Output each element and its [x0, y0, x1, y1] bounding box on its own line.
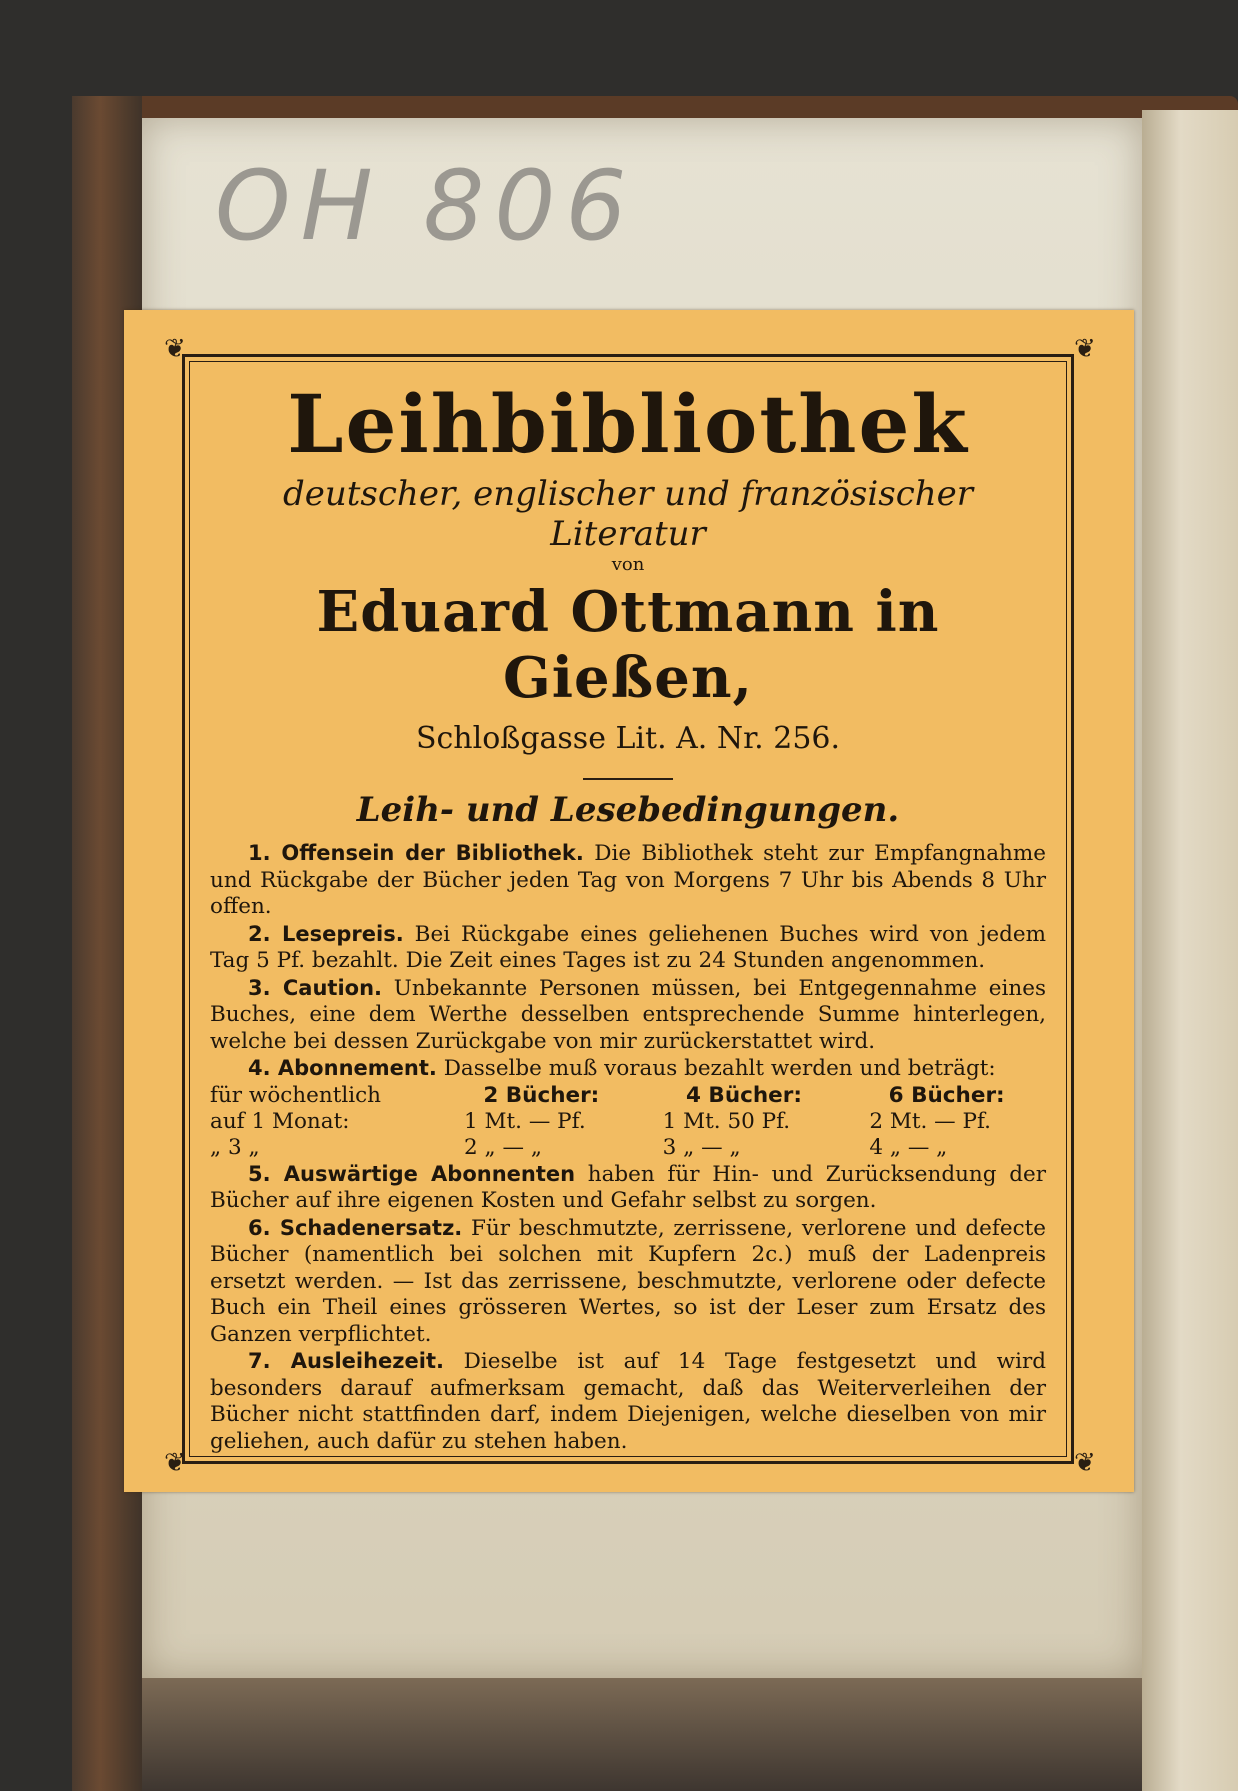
owner-name: Eduard Ottmann in Gießen,	[316, 579, 940, 711]
table-cell: 1 Mt. — Pf.	[464, 1108, 586, 1134]
label-title: Leihbibliothek	[287, 377, 969, 471]
corner-ornament-icon: ❦	[164, 1448, 186, 1478]
label-subtitle: deutscher, englischer und französischer Literatur	[282, 474, 974, 554]
table-cell: 4 „ — „	[869, 1134, 948, 1160]
rule-item: 3. Caution. Unbekannte Personen müssen, bei Entgegennahme eines Buches, eine dem Werthe desselben entsprechende Summe hinterlegen, welche bei dessen Zurückgabe von mir zurückerstattet wird.	[210, 975, 1046, 1054]
subscription-table	[210, 1083, 1046, 1161]
shelfmark-handwritten: OH 806	[215, 150, 637, 262]
rule-item: 5. Auswärtige Abonnenten haben für Hin- und Zurücksendung der Bücher auf ihre eigenen Kosten und Gefahr selbst zu sorgen.	[210, 1161, 1046, 1213]
table-cell: 2 „ — „	[464, 1134, 542, 1160]
conditions-heading: Leih- und Lesebedingungen.	[356, 790, 900, 830]
rule-item: 2. Lesepreis. Bei Rückgabe eines geliehenen Buches wird von jedem Tag 5 Pf. bezahlt. Die Zeit eines Tages ist zu 24 Stunden angenommen.	[210, 921, 1047, 973]
table-row	[210, 1135, 1046, 1161]
divider	[583, 778, 673, 780]
corner-ornament-icon: ❦	[164, 334, 186, 364]
rule-item: 7. Ausleihezeit. Dieselbe ist auf 14 Tage festgesetzt und wird besonders darauf aufmerksam gemacht, daß das Weiterverleihen der Bücher nicht stattfinden darf, indem Diejenigen, welche dieselben von mir geliehen, auch dafür zu stehen haben.	[210, 1349, 1046, 1454]
table-lead-header: für wöchentlich	[210, 1082, 382, 1108]
table-cell: 3 „ — „	[662, 1134, 741, 1160]
table-period: auf 1 Monat:	[210, 1108, 350, 1134]
table-period: „ 3 „	[210, 1134, 260, 1160]
rule-item: 1. Offensein der Bibliothek. Die Bibliothek steht zur Empfangnahme und Rückgabe der Bücher jeden Tag von Morgens 7 Uhr bis Abends 8 Uhr offen.	[210, 841, 1046, 919]
table-column-header: 2 Bücher:	[483, 1082, 600, 1108]
table-cell: 1 Mt. 50 Pf.	[662, 1108, 791, 1134]
cover-bottom	[142, 1678, 1142, 1791]
table-cell: 2 Mt. — Pf.	[869, 1108, 992, 1134]
label-content	[210, 372, 1046, 1455]
corner-ornament-icon: ❦	[1074, 334, 1096, 364]
label-von: von	[611, 554, 645, 575]
rule-item: 4. Abonnement. Dasselbe muß voraus bezahlt werden und beträgt:	[248, 1056, 996, 1081]
owner-address: Schloßgasse Lit. A. Nr. 256.	[415, 721, 841, 756]
library-label	[124, 310, 1134, 1492]
corner-ornament-icon: ❦	[1074, 1448, 1096, 1478]
table-column-header: 6 Bücher:	[888, 1082, 1005, 1108]
page-edge	[1142, 110, 1238, 1791]
table-column-header: 4 Bücher:	[685, 1082, 802, 1108]
table-header-row	[210, 1083, 1046, 1109]
table-row	[210, 1109, 1046, 1135]
rule-item: 6. Schadenersatz. Für beschmutzte, zerrissene, verlorene und defecte Bücher (namentlich bei solchen mit Kupfern 2c.) muß der Ladenpreis ersetzt werden. — Ist das zerrissene, beschmutzte, verlorene oder defecte Buch ein Theil eines grösseren Wertes, so ist der Leser zum Ersatz des Ganzen verpflichtet.	[210, 1215, 1046, 1347]
